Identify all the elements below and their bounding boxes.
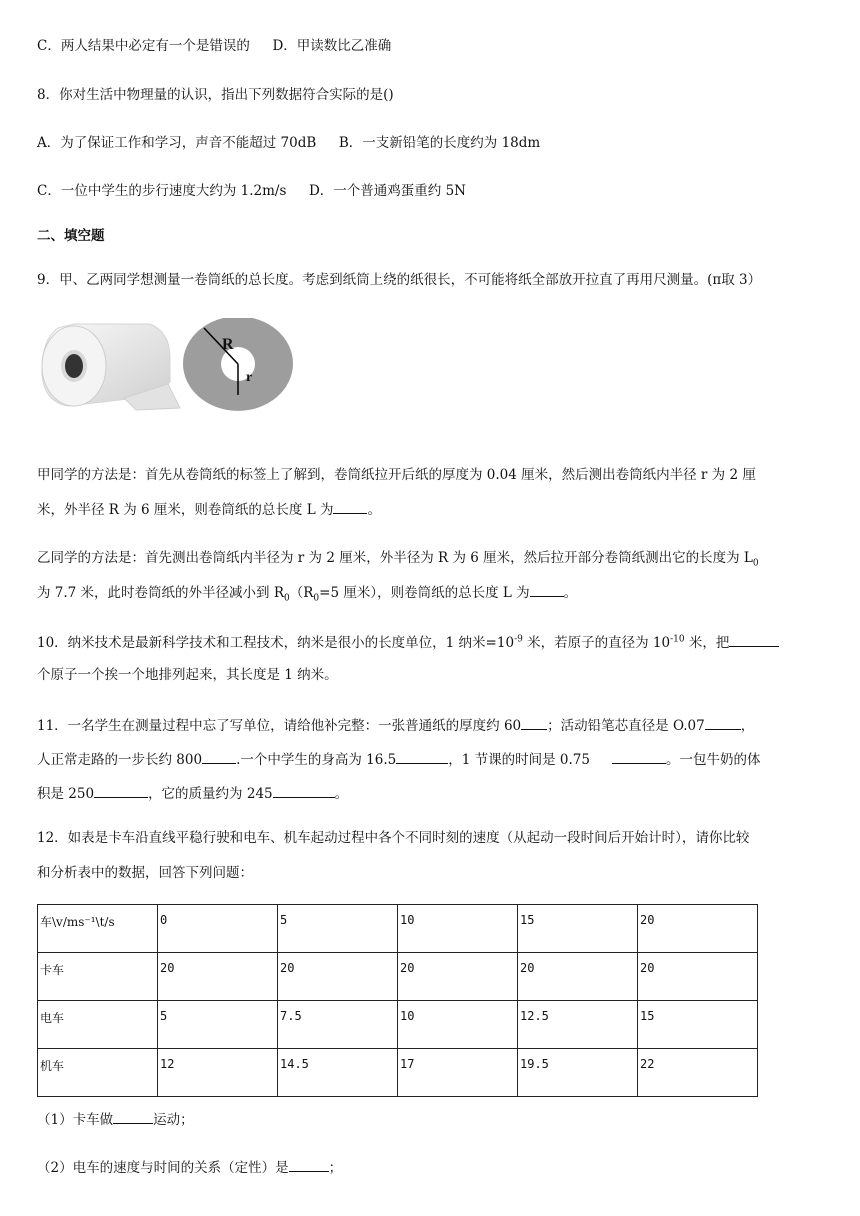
q8-option-b: B．一支新铅笔的长度约为 18dm xyxy=(338,135,541,151)
speed-table xyxy=(37,904,758,1097)
table-cell: 机车 xyxy=(38,1049,158,1097)
q11-blank-step[interactable] xyxy=(202,750,236,764)
q11-blank-lead[interactable] xyxy=(705,716,741,730)
table-cell: 12 xyxy=(158,1049,278,1097)
table-cell: 20 xyxy=(278,953,398,1001)
q10-line2: 个原子一个挨一个地排列起来，其长度是 1 纳米。 xyxy=(37,667,338,683)
table-row xyxy=(38,1001,758,1049)
table-cell: 20 xyxy=(398,953,518,1001)
q9-jia-line1: 甲同学的方法是：首先从卷筒纸的标签上了解到，卷筒纸拉开后纸的厚度为 0.04 厘米，然后测出卷筒纸内半径 r 为 2 厘 xyxy=(37,467,756,483)
q11-blank-paper[interactable] xyxy=(521,716,547,730)
q11-line3 xyxy=(37,784,348,803)
q11-text3: ， xyxy=(740,718,755,734)
q8-option-c: C．一位中学生的步行速度大约为 1.2m/s xyxy=(37,183,287,199)
q10-exponent2: -10 xyxy=(670,634,685,645)
table-header-cell: 10 xyxy=(398,905,518,953)
table-header-cell: 15 xyxy=(518,905,638,953)
table-cell: 17 xyxy=(398,1049,518,1097)
q12-line1: 12．如表是卡车沿直线平稳行驶和电车、机车起动过程中各个不同时刻的速度（从起动一段时间后开始计时），请你比较 xyxy=(37,830,750,846)
q9-jia-answer-blank[interactable] xyxy=(333,500,367,514)
q11-text9: ，它的质量约为 245 xyxy=(148,786,273,802)
q11-text10: 。 xyxy=(334,786,349,802)
q8-option-d: D．一个普通鸡蛋重约 5N xyxy=(308,183,466,199)
table-cell: 12.5 xyxy=(518,1001,638,1049)
q11-text8: 积是 250 xyxy=(37,786,95,802)
q11-text4: 人正常走路的一步长约 800 xyxy=(37,752,203,768)
q8-options-cd xyxy=(37,182,466,200)
q10-exponent1: -9 xyxy=(514,634,523,645)
q9-jia-end: 。 xyxy=(367,502,381,518)
q10-text2: 米，若原子的直径为 10 xyxy=(522,635,671,651)
q12-sub1 xyxy=(37,1110,194,1129)
outer-radius-label: R xyxy=(222,336,234,353)
q8-stem: 8．你对生活中物理量的认识，指出下列数据符合实际的是() xyxy=(37,87,394,103)
q7-options-line xyxy=(37,37,391,55)
table-cell: 电车 xyxy=(38,1001,158,1049)
q9-yi-subscript2: 0 xyxy=(284,593,290,604)
table-cell: 20 xyxy=(638,953,758,1001)
q12-sub2 xyxy=(37,1158,342,1177)
table-cell: 卡车 xyxy=(38,953,158,1001)
table-cell: 20 xyxy=(158,953,278,1001)
q10-line1 xyxy=(37,633,779,652)
table-header-cell: 20 xyxy=(638,905,758,953)
q11-blank-volume[interactable] xyxy=(94,784,148,798)
table-cell: 19.5 xyxy=(518,1049,638,1097)
q12-sub2-text: （2）电车的速度与时间的关系（定性）是 xyxy=(37,1160,289,1176)
q12-sub1-blank[interactable] xyxy=(113,1110,153,1124)
q11-text6: ，1 节课的时间是 0.75 xyxy=(448,752,590,768)
section-title: 二、填空题 xyxy=(37,228,105,244)
q11-blank-time[interactable] xyxy=(612,750,666,764)
q11-text1: 11．一名学生在测量过程中忘了写单位，请给他补完整：一张普通纸的厚度约 60 xyxy=(37,718,522,734)
q9-stem: 9．甲、乙两同学想测量一卷筒纸的总长度。考虑到纸筒上绕的纸很长，不可能将纸全部放开拉直了再用尺测量。(π取 3） xyxy=(37,272,762,288)
q9-yi-subscript: 0 xyxy=(752,558,759,569)
q9-jia-text: 米，外半径 R 为 6 厘米，则卷筒纸的总长度 L 为 xyxy=(37,502,334,518)
table-cell: 15 xyxy=(638,1001,758,1049)
q9-yi-line2 xyxy=(37,583,577,602)
q11-line1 xyxy=(37,716,754,735)
q11-blank-mass[interactable] xyxy=(273,784,335,798)
table-cell: 10 xyxy=(398,1001,518,1049)
q7-option-c: C．两人结果中必定有一个是错误的 xyxy=(37,38,250,54)
table-header-row xyxy=(38,905,758,953)
q9-yi-answer-blank[interactable] xyxy=(530,583,564,597)
q12-sub2-blank[interactable] xyxy=(289,1158,329,1172)
table-row xyxy=(38,1049,758,1097)
q11-line2 xyxy=(37,750,760,769)
q12-sub1-end: 运动； xyxy=(153,1112,194,1128)
q11-text5: .一个中学生的身高为 16.5 xyxy=(236,752,397,768)
q9-yi-text2: 为 7.7 米，此时卷筒纸的外半径减小到 R xyxy=(37,585,285,601)
q7-option-d: D．甲读数比乙准确 xyxy=(272,38,392,54)
table-row xyxy=(38,953,758,1001)
q8-option-a: A．为了保证工作和学习，声音不能超过 70dB xyxy=(37,135,317,151)
q9-yi-subscript3: 0 xyxy=(313,593,320,604)
table-cell: 20 xyxy=(518,953,638,1001)
table-cell: 14.5 xyxy=(278,1049,398,1097)
q8-options-ab xyxy=(37,134,540,152)
inner-radius-label: r xyxy=(246,370,253,385)
q11-blank-height[interactable] xyxy=(396,750,448,764)
q11-text7: 。一包牛奶的体 xyxy=(665,752,761,768)
q11-text2: ；活动铅笔芯直径是 O.07 xyxy=(547,718,705,734)
q9-yi-line1 xyxy=(37,549,759,567)
table-cell: 7.5 xyxy=(278,1001,398,1049)
q10-text1: 10．纳米技术是最新科学技术和工程技术，纳米是很小的长度单位，1 纳米=10 xyxy=(37,635,515,651)
toilet-paper-figure xyxy=(38,318,300,412)
q9-yi-text4: =5 厘米），则卷筒纸的总长度 L 为 xyxy=(319,585,530,601)
table-header-cell: 0 xyxy=(158,905,278,953)
q9-yi-end: 。 xyxy=(563,585,578,601)
q10-text3: 米，把 xyxy=(684,635,730,651)
table-cell: 22 xyxy=(638,1049,758,1097)
q10-answer-blank[interactable] xyxy=(729,633,779,647)
table-header-cell: 5 xyxy=(278,905,398,953)
q9-yi-text3: （R xyxy=(289,585,314,601)
table-header-cell: 车\v/ms⁻¹\t/s xyxy=(38,905,158,953)
q12-line2: 和分析表中的数据，回答下列问题： xyxy=(37,865,253,881)
q9-yi-text: 乙同学的方法是：首先测出卷筒纸内半径为 r 为 2 厘米，外半径为 R 为 6 厘米，然后拉开部分卷筒纸测出它的长度为 L xyxy=(37,550,753,566)
q9-jia-line2 xyxy=(37,500,381,519)
q12-sub2-end: ； xyxy=(328,1160,343,1176)
table-cell: 5 xyxy=(158,1001,278,1049)
toilet-paper-illustration xyxy=(38,318,300,412)
q12-sub1-text: （1）卡车做 xyxy=(37,1112,114,1128)
